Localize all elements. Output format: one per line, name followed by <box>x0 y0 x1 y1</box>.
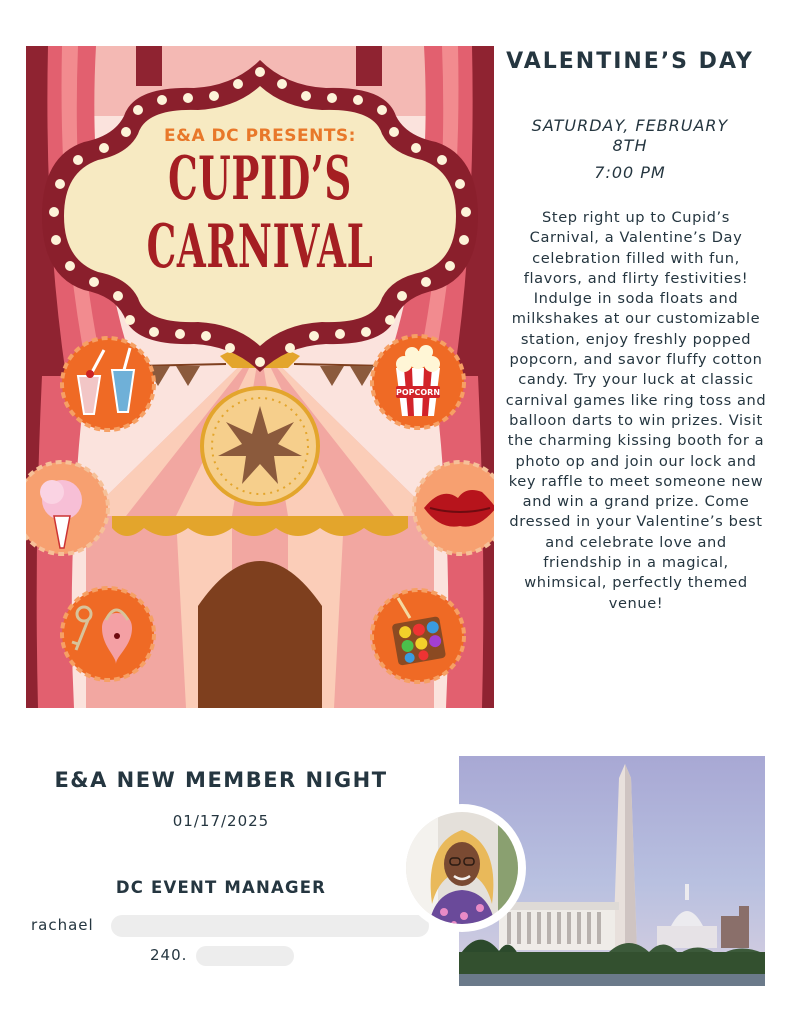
lock-and-key-icon <box>62 588 154 680</box>
poster-title-line2: CARNIVAL <box>146 212 374 282</box>
star-icon <box>202 388 318 504</box>
event-date <box>505 116 755 156</box>
contact-phone: 240. <box>150 946 188 964</box>
balloon-darts-icon <box>372 590 464 682</box>
poster-presents-text: E&A DC PRESENTS: <box>164 126 356 146</box>
popcorn-icon <box>372 336 464 428</box>
event-date-line2: 8TH <box>612 136 648 155</box>
email-redaction-bar <box>111 915 429 937</box>
event-manager-portrait <box>398 804 526 932</box>
member-night-title: E&A NEW MEMBER NIGHT <box>54 768 388 792</box>
avatar <box>398 804 526 932</box>
milkshake-icon <box>62 338 154 430</box>
event-date-line1: SATURDAY, FEBRUARY <box>531 116 729 135</box>
member-night-date: 01/17/2025 <box>172 812 270 830</box>
poster-title-line1: CUPID’S <box>168 144 352 214</box>
event-title: VALENTINE’S DAY <box>506 49 754 74</box>
cotton-candy-icon <box>26 462 108 554</box>
phone-redaction-bar <box>196 946 294 966</box>
event-description: Step right up to Cupid’s Carnival, a Valentine’s Day celebration filled with fun, flavors, and flirty festivities! Indulge in soda floats and milkshakes at our customizable station, enjoy freshly popped popcorn, and savor fluffy cotton candy. Try your luck at classic carnival games like ring toss and balloon darts to win prizes. Visit the charming kissing booth for a photo op and join our lock and key raffle to meet someone new and win a grand prize. Come dressed in your Valentine’s best and celebrate love and friendship in a magical, whimsical, perfectly themed venue! <box>505 209 767 612</box>
popcorn-label: POPCORN <box>395 388 441 397</box>
event-poster <box>26 46 494 708</box>
contact-email: rachael <box>31 916 94 934</box>
event-time: 7:00 PM <box>594 163 666 182</box>
event-manager-role: DC EVENT MANAGER <box>115 878 327 897</box>
